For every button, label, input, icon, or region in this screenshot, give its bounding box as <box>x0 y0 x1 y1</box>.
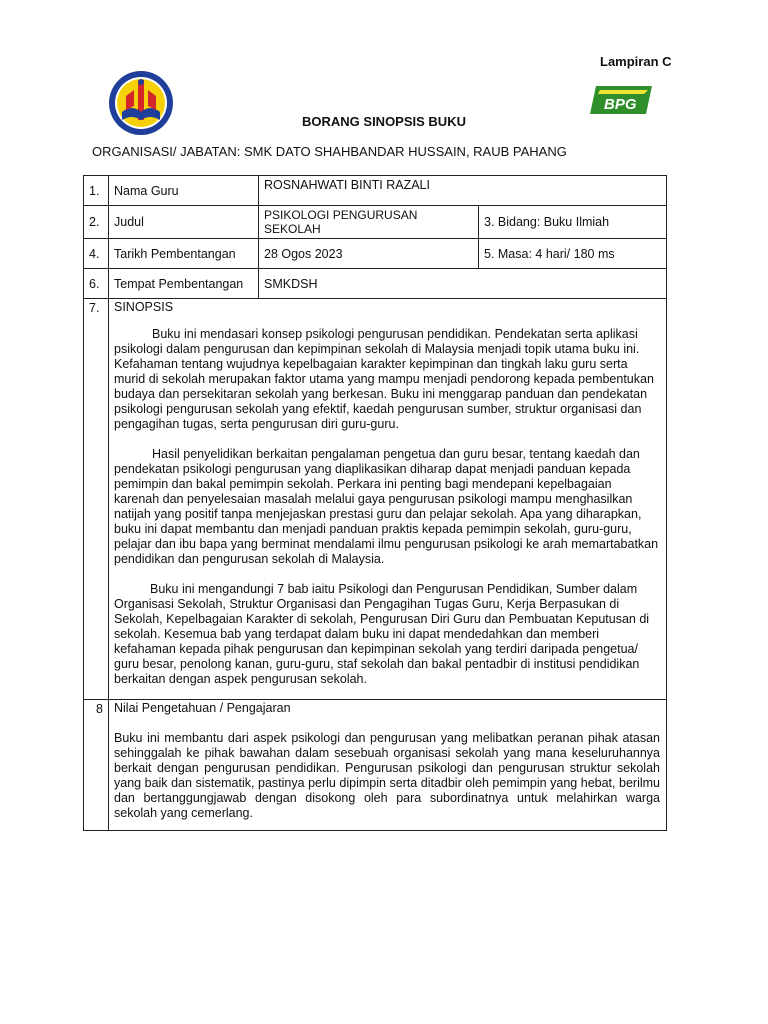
label-presentation-date: Tarikh Pembentangan <box>109 239 259 269</box>
bpg-logo-text: BPG <box>604 96 637 113</box>
form-row-knowledge-value <box>84 700 667 831</box>
form-row-venue <box>84 269 667 299</box>
synopsis-paragraph: Hasil penyelidikan berkaitan pengalaman pengetua dan guru besar, tentang kaedah dan pendekatan psikologi pengurusan yang diaplikasikan diharap dapat menjadi panduan kepada pemimpin dan bakal pemimpin sekolah. Perkara ini penting bagi mendepani kepelbagaian karenah dan penyelesaian masalah melalui gaya pengurusan psikologi mampu menghasilkan natijah yang positif tanpa menjejaskan prestasi guru dan pelajar sekolah. Apa yang diharapkan, buku ini dapat membantu dan menjadi panduan praktis kepada pemimpin sekolah, guru-guru, pelajar dan ibu bapa yang berminat mendalami ilmu pengurusan psikologi ke arah memartabatkan pendidikan dan pengurusan sekolah di Malaysia. <box>114 447 659 566</box>
value-presentation-date: 28 Ogos 2023 <box>259 239 479 269</box>
row-number: 6. <box>84 269 109 299</box>
synopsis-cell <box>109 299 667 700</box>
synopsis-heading: SINOPSIS <box>114 300 174 314</box>
synopsis-paragraph: Buku ini mendasari konsep psikologi pengurusan pendidikan. Pendekatan serta aplikasi psikologi dalam pengurusan dan kepimpinan sekolah di Malaysia menjadi topik utama buku ini. Kefahaman tentang wujudnya kepelbagaian karakter kepimpinan dan tingkah laku guru serta murid di sekolah merupakan faktor utama yang mampu menjadi pendorong kepada pembentukan budaya dan persekitaran sekolah yang berkesan. Buku ini menggarap panduan dan pendekatan psikologi pengurusan sekolah yang efektif, kaedah pengurusan sumber, struktur organisasi dan pengagihan tugas, serta pengurusan diri guru-guru. <box>114 327 654 431</box>
synopsis-paragraph: Buku ini mengandungi 7 bab iaitu Psikologi dan Pengurusan Pendidikan, Sumber dalam Organisasi Sekolah, Struktur Organisasi dan Pengagihan Tugas Guru, Kerja Berpasukan di Sekolah, Kepelbagaian Karakter di sekolah, Pengurusan Diri Guru dan Pembuatan Keputusan di sekolah. Kesemua bab yang terdapat dalam buku ini dapat mendedahkan dan memberi kefahaman kepada pihak pengurusan dan kepimpinan sekolah yang terdiri daripada pengetua/ guru besar, penolong kanan, guru-guru, staf sekolah dan bakal pentadbir di institusi pendidikan berkaitan dengan aspek pengurusan sekolah. <box>114 582 650 686</box>
attachment-label: Lampiran C <box>600 54 672 69</box>
row-number: 1. <box>84 176 109 206</box>
form-title: BORANG SINOPSIS BUKU <box>302 114 466 129</box>
label-teacher-name: Nama Guru <box>109 176 259 206</box>
field-category: 3. Bidang: Buku Ilmiah <box>479 206 667 239</box>
knowledge-value-cell <box>109 700 667 831</box>
form-row-synopsis <box>84 299 667 700</box>
form-row-teacher-name <box>84 176 667 206</box>
value-book-title: PSIKOLOGI PENGURUSAN SEKOLAH <box>259 206 479 239</box>
value-presentation-venue: SMKDSH <box>259 269 667 299</box>
row-number: 8 <box>84 700 109 831</box>
field-duration: 5. Masa: 4 hari/ 180 ms <box>479 239 667 269</box>
organisation-line: ORGANISASI/ JABATAN: SMK DATO SHAHBANDAR HUSSAIN, RAUB PAHANG <box>92 144 567 159</box>
knowledge-value-heading: Nilai Pengetahuan / Pengajaran <box>114 701 291 715</box>
row-number: 2. <box>84 206 109 239</box>
form-row-title <box>84 206 667 239</box>
value-teacher-name: ROSNAHWATI BINTI RAZALI <box>259 176 667 206</box>
synopsis-form-table <box>83 175 667 831</box>
row-number: 4. <box>84 239 109 269</box>
knowledge-value-paragraph: Buku ini membantu dari aspek psikologi dan pengurusan yang melibatkan peranan pihak atasan sehinggalah ke pihak bawahan dalam sesebuah organisasi sekolah yang mana keseluruhannya berkait dengan pengurusan pendidikan. Pengurusan psikologi dan pengurusan struktur sekolah yang baik dan sistematik, pastinya perlu dipimpin serta ditadbir oleh pemimpin yang hebat, berilmu dan bertanggungjawab dengan disokong oleh para subordinatnya untuk melahirkan warga sekolah yang cemerlang. <box>114 731 660 820</box>
bpg-logo-icon <box>588 82 654 118</box>
label-presentation-venue: Tempat Pembentangan <box>109 269 259 299</box>
form-row-date <box>84 239 667 269</box>
row-number: 7. <box>84 299 109 700</box>
label-title: Judul <box>109 206 259 239</box>
